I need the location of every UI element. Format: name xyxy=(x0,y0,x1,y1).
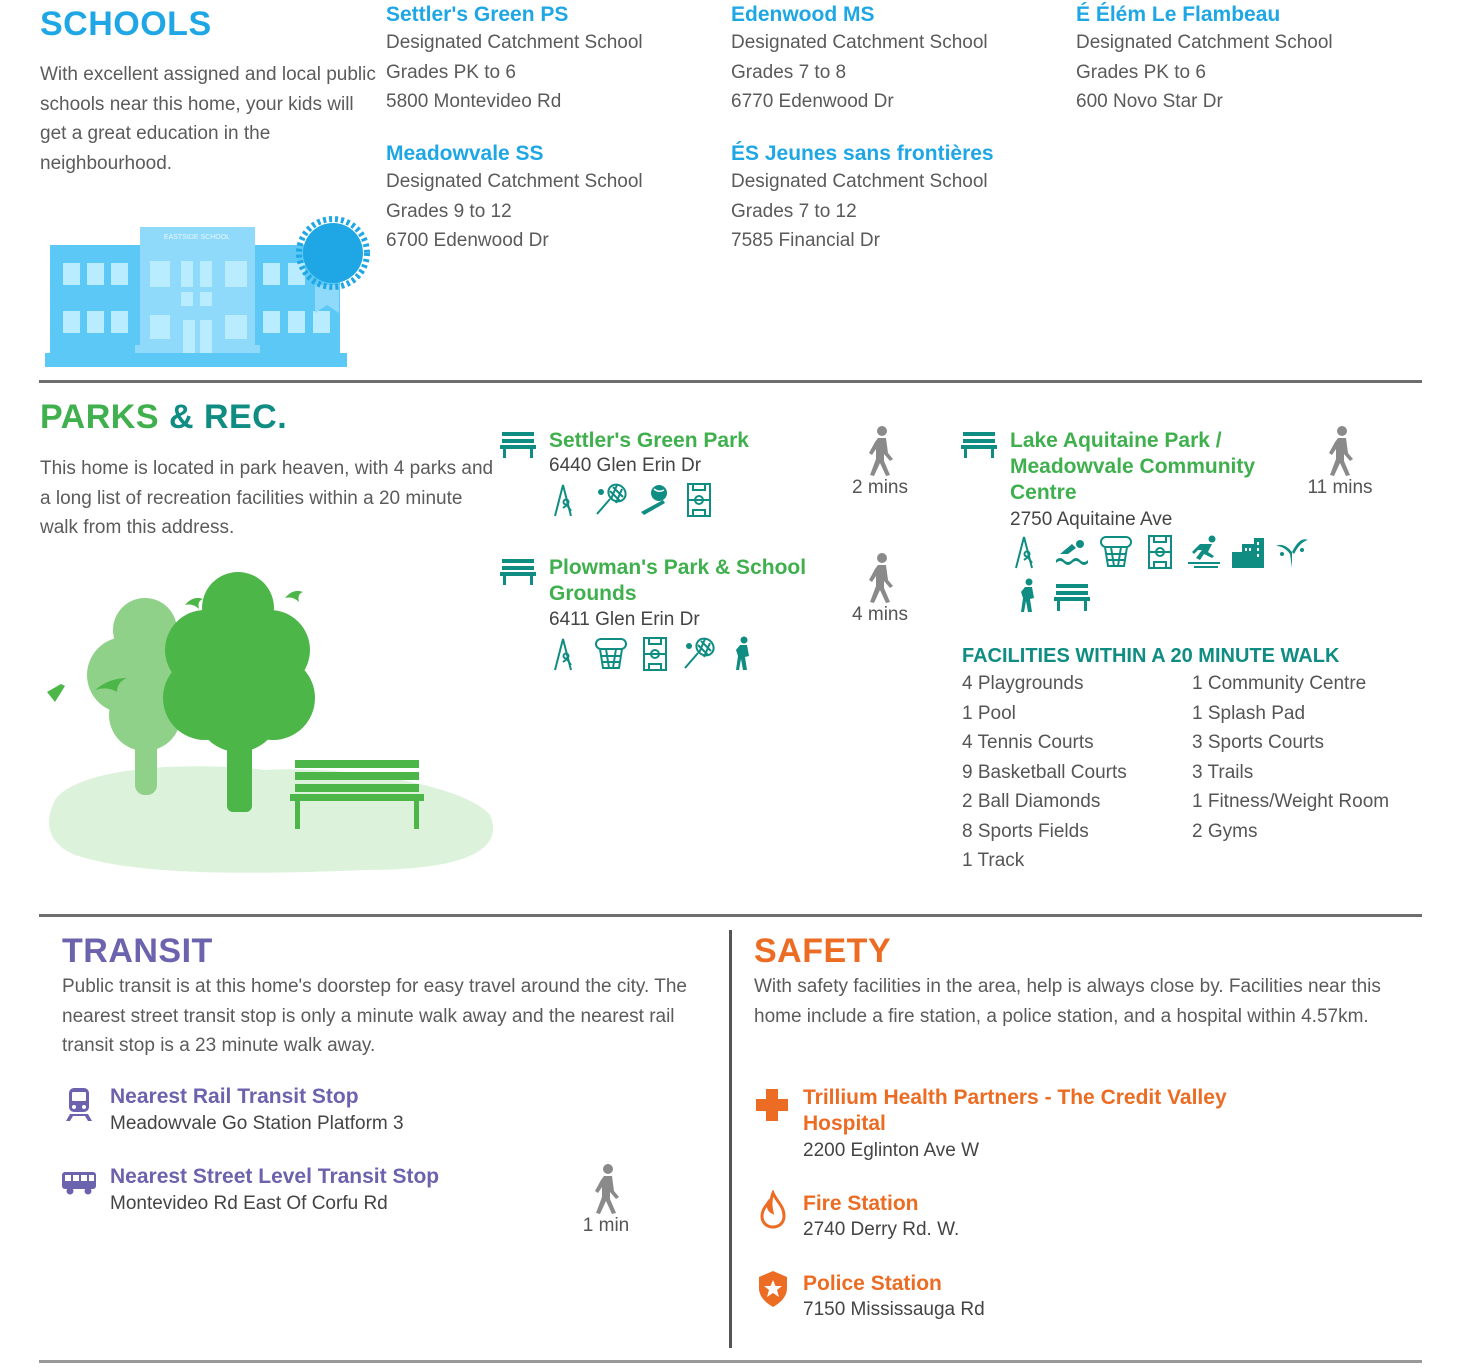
school-card xyxy=(1076,2,1416,117)
walk-time xyxy=(845,425,915,499)
park-name[interactable]: Settler's Green Park xyxy=(549,429,749,452)
tennis-icon xyxy=(593,482,629,518)
parks-title-word: PARKS xyxy=(40,398,159,436)
parks-title-rec: & REC. xyxy=(159,398,288,436)
school-card xyxy=(386,141,716,256)
parks-intro: This home is located in park heaven, with 4 parks and a long list of recreation facilities within a 20 minute walk from this address. xyxy=(40,458,494,538)
facility-item: 4 Playgrounds xyxy=(962,673,1084,694)
facility-item: 8 Sports Fields xyxy=(962,820,1089,842)
schools-intro: With excellent assigned and local public schools near this home, your kids will get a great education in the neighbourhood. xyxy=(40,64,376,174)
facilities-list-right xyxy=(1192,669,1389,846)
park-amenity-icons xyxy=(1010,534,1310,614)
school-name[interactable]: Settler's Green PS xyxy=(386,3,569,26)
schools-title: SCHOOLS xyxy=(40,5,212,43)
transit-intro: Public transit is at this home's doorstep for easy travel around the city. The nearest street transit stop is only a minute walk away and the nearest rail transit stop is a 23 minute walk away. xyxy=(62,976,687,1056)
basketball-icon xyxy=(1098,534,1134,570)
walk-duration: 2 mins xyxy=(852,477,908,498)
fire-icon xyxy=(759,1190,787,1230)
park-trees-illustration xyxy=(45,570,497,880)
school-type: Designated Catchment School xyxy=(731,32,988,53)
section-divider xyxy=(39,914,1422,917)
school-grades: Grades 7 to 12 xyxy=(731,200,857,222)
splash-pad-icon xyxy=(1274,534,1310,570)
school-name[interactable]: ÉS Jeunes sans frontières xyxy=(731,142,994,165)
fire-station-address: 2740 Derry Rd. W. xyxy=(803,1219,960,1240)
sports-field-icon xyxy=(1142,534,1178,570)
facility-item: 1 Fitness/Weight Room xyxy=(1192,791,1390,812)
safety-title: SAFETY xyxy=(754,932,892,970)
school-name[interactable]: Meadowvale SS xyxy=(386,142,544,165)
park-amenity-icons xyxy=(549,636,761,672)
rail-transit-label[interactable]: Nearest Rail Transit Stop xyxy=(110,1085,359,1108)
facility-item: 3 Sports Courts xyxy=(1192,732,1324,753)
facility-item: 1 Track xyxy=(962,850,1025,871)
police-station-name[interactable]: Police Station xyxy=(803,1272,942,1295)
school-card xyxy=(731,141,1061,256)
facility-item: 1 Community Centre xyxy=(1192,673,1367,694)
transit-title: TRANSIT xyxy=(62,932,213,970)
hospital-name[interactable]: Trillium Health Partners - The Credit Valley Hospital xyxy=(803,1086,1227,1135)
school-sign: EASTSIDE SCHOOL xyxy=(163,234,231,241)
facility-item: 2 Ball Diamonds xyxy=(962,791,1101,812)
hospital-cross-icon xyxy=(754,1087,790,1123)
bus-icon xyxy=(60,1170,98,1196)
school-address: 6770 Edenwood Dr xyxy=(731,91,894,112)
walk-duration: 4 mins xyxy=(852,604,908,625)
school-address: 5800 Montevideo Rd xyxy=(386,91,562,112)
police-station-address: 7150 Mississauga Rd xyxy=(803,1299,985,1320)
tennis-icon xyxy=(681,636,717,672)
park-amenity-icons xyxy=(549,482,717,518)
rail-transit-value: Meadowvale Go Station Platform 3 xyxy=(110,1113,404,1134)
park-address: 6440 Glen Erin Dr xyxy=(549,455,702,476)
facilities-title: FACILITIES WITHIN A 20 MINUTE WALK xyxy=(962,645,1340,667)
walk-time xyxy=(845,552,915,626)
park-address: 2750 Aquitaine Ave xyxy=(1010,509,1173,530)
ball-diamond-icon xyxy=(637,482,673,518)
pool-icon xyxy=(1054,534,1090,570)
school-grades: Grades PK to 6 xyxy=(386,61,516,83)
school-name[interactable]: É Élém Le Flambeau xyxy=(1076,3,1281,26)
school-grades: Grades 7 to 8 xyxy=(731,61,847,83)
trail-icon xyxy=(725,636,761,672)
school-type: Designated Catchment School xyxy=(731,171,988,192)
walk-time xyxy=(570,1163,642,1237)
trail-icon xyxy=(1010,578,1046,614)
school-address: 600 Novo Star Dr xyxy=(1076,91,1223,112)
hospital-address: 2200 Eglinton Ave W xyxy=(803,1140,980,1161)
train-icon xyxy=(62,1086,96,1122)
track-icon xyxy=(1186,534,1222,570)
walking-person-icon xyxy=(1322,425,1358,477)
park-name[interactable]: Lake Aquitaine Park / Meadowvale Community Centre xyxy=(1010,429,1256,504)
playground-icon xyxy=(1010,534,1046,570)
playground-icon xyxy=(549,636,585,672)
walking-person-icon xyxy=(862,425,898,477)
police-badge-icon xyxy=(758,1270,788,1308)
bench-icon xyxy=(500,557,536,585)
bench-icon xyxy=(1054,578,1090,614)
school-grades: Grades PK to 6 xyxy=(1076,61,1206,83)
walking-person-icon xyxy=(588,1163,624,1215)
facility-item: 4 Tennis Courts xyxy=(962,732,1094,753)
street-transit-value: Montevideo Rd East Of Corfu Rd xyxy=(110,1193,388,1214)
school-address: 7585 Financial Dr xyxy=(731,230,880,251)
school-card xyxy=(731,2,1061,117)
fire-station-name[interactable]: Fire Station xyxy=(803,1192,919,1215)
school-type: Designated Catchment School xyxy=(1076,32,1333,53)
column-divider xyxy=(729,930,732,1348)
parks-title xyxy=(40,398,287,437)
walking-person-icon xyxy=(862,552,898,604)
section-divider xyxy=(39,1360,1422,1363)
school-card xyxy=(386,2,716,117)
school-type: Designated Catchment School xyxy=(386,171,643,192)
facility-item: 3 Trails xyxy=(1192,761,1254,783)
section-divider xyxy=(39,380,1422,383)
walk-time xyxy=(1300,425,1380,499)
community-centre-icon xyxy=(1230,534,1266,570)
school-address: 6700 Edenwood Dr xyxy=(386,230,549,251)
park-name[interactable]: Plowman's Park & School Grounds xyxy=(549,556,807,605)
school-name[interactable]: Edenwood MS xyxy=(731,3,875,26)
basketball-icon xyxy=(593,636,629,672)
street-transit-label[interactable]: Nearest Street Level Transit Stop xyxy=(110,1165,440,1188)
walk-duration: 11 mins xyxy=(1307,477,1373,498)
sports-field-icon xyxy=(637,636,673,672)
bench-icon xyxy=(500,430,536,458)
walk-duration: 1 min xyxy=(582,1215,630,1236)
facility-item: 2 Gyms xyxy=(1192,820,1258,842)
safety-intro: With safety facilities in the area, help is always close by. Facilities near this home include a fire station, a police station, and a hospital within 4.57km. xyxy=(754,976,1381,1027)
park-address: 6411 Glen Erin Dr xyxy=(549,609,700,630)
facility-item: 1 Splash Pad xyxy=(1192,702,1306,724)
facility-item: 9 Basketball Courts xyxy=(962,761,1127,783)
sports-field-icon xyxy=(681,482,717,518)
facility-item: 1 Pool xyxy=(962,702,1016,724)
facilities-list-left xyxy=(962,669,1127,876)
playground-icon xyxy=(549,482,585,518)
school-building-icon xyxy=(45,215,375,375)
school-type: Designated Catchment School xyxy=(386,32,643,53)
school-grades: Grades 9 to 12 xyxy=(386,200,512,222)
bench-icon xyxy=(961,430,997,458)
